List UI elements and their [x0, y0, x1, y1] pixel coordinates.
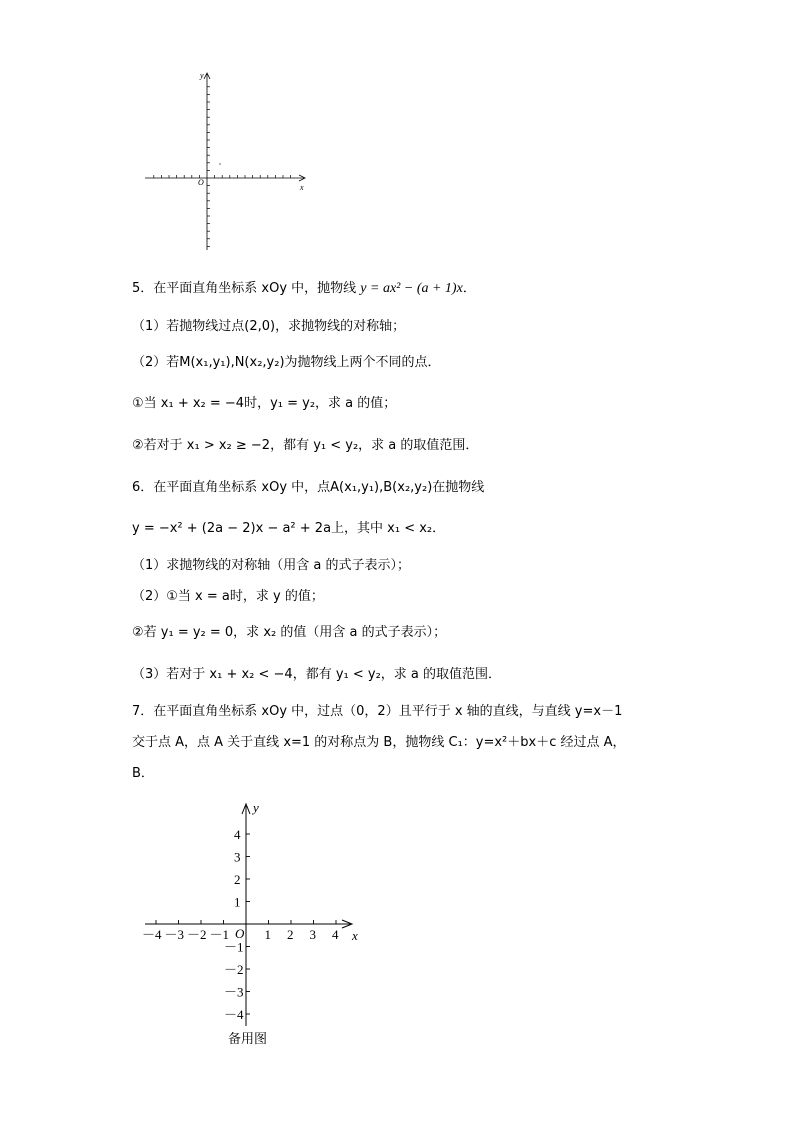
q5-part2: （2）若M(x₁,y₁),N(x₂,y₂)为抛物线上两个不同的点．: [132, 355, 441, 370]
figure-2-x-tick-label: 1: [264, 927, 271, 942]
figure-2-y-tick-label: －4: [224, 1007, 244, 1022]
figure-2-x-tick-label: 4: [332, 927, 339, 942]
q6-line2: y = −x² + (2a − 2)x − a² + 2a上，其中 x₁ < x₂．: [132, 521, 446, 536]
figure-2-y-tick-label: －1: [224, 939, 244, 955]
q5-stem: 5．在平面直角坐标系 xOy 中，抛物线 y = ax² − (a + 1)x．: [132, 281, 476, 296]
figure-2-x-tick-label: 3: [309, 927, 316, 942]
q7-line2: 交于点 A，点 A 关于直线 x=1 的对称点为 B，抛物线 C₁：y=x²＋bx＋c 经过点 A，: [132, 735, 626, 750]
figure-2-x-tick-label: －4: [142, 927, 162, 942]
figure-2-y-tick-label: 2: [234, 872, 241, 887]
figure-2-x-tick-label: －2: [187, 927, 207, 942]
q5-sub1: ①当 x₁ + x₂ = −4时，y₁ = y₂，求 a 的值；: [132, 396, 397, 411]
q5-part1: （1）若抛物线过点(2,0)，求抛物线的对称轴；: [132, 319, 406, 334]
figure-2-caption: 备用图: [228, 1032, 268, 1047]
figure-2-axes: [140, 800, 370, 1028]
q7-line3: B．: [132, 766, 154, 781]
figure-1-x-label: x: [300, 183, 304, 192]
q6-part1: （1）求抛物线的对称轴（用含 a 的式子表示）；: [132, 558, 411, 573]
figure-2-x-tick-label: －1: [209, 927, 230, 942]
figure-2-y-label: y: [253, 800, 259, 815]
figure-2-origin: O: [235, 926, 245, 941]
q6-part3: （3）若对于 x₁ + x₂ < −4，都有 y₁ < y₂，求 a 的取值范围．: [132, 667, 502, 682]
figure-2-y-tick-label: －2: [224, 962, 244, 977]
figure-2-x-tick-label: 2: [287, 927, 294, 942]
q6-part2: （2）①当 x = a时，求 y 的值；: [132, 589, 324, 604]
q6-part2b: ②若 y₁ = y₂ = 0，求 x₂ 的值（用含 a 的式子表示）；: [132, 625, 447, 640]
figure-1-origin: O: [198, 178, 204, 187]
q5-sub2: ②若对于 x₁ > x₂ ≥ −2，都有 y₁ < y₂，求 a 的取值范围．: [132, 438, 479, 453]
figure-1-y-label: y: [200, 71, 204, 80]
figure-2-x-tick-label: －3: [164, 927, 185, 942]
figure-2-y-tick-label: 1: [234, 894, 241, 910]
q5-equation: y = ax² − (a + 1)x: [360, 281, 463, 296]
figure-2-x-label: x: [352, 928, 358, 943]
figure-1-axes: [140, 68, 315, 253]
q6-stem: 6．在平面直角坐标系 xOy 中，点A(x₁,y₁),B(x₂,y₂)在抛物线: [132, 480, 485, 495]
figure-2-y-tick-label: －3: [224, 984, 244, 1000]
figure-2-y-tick-label: 4: [234, 827, 241, 842]
q7-line1: 7．在平面直角坐标系 xOy 中，过点（0，2）且平行于 x 轴的直线，与直线 y=x－1: [132, 704, 623, 719]
figure-2-y-tick-label: 3: [234, 849, 241, 865]
